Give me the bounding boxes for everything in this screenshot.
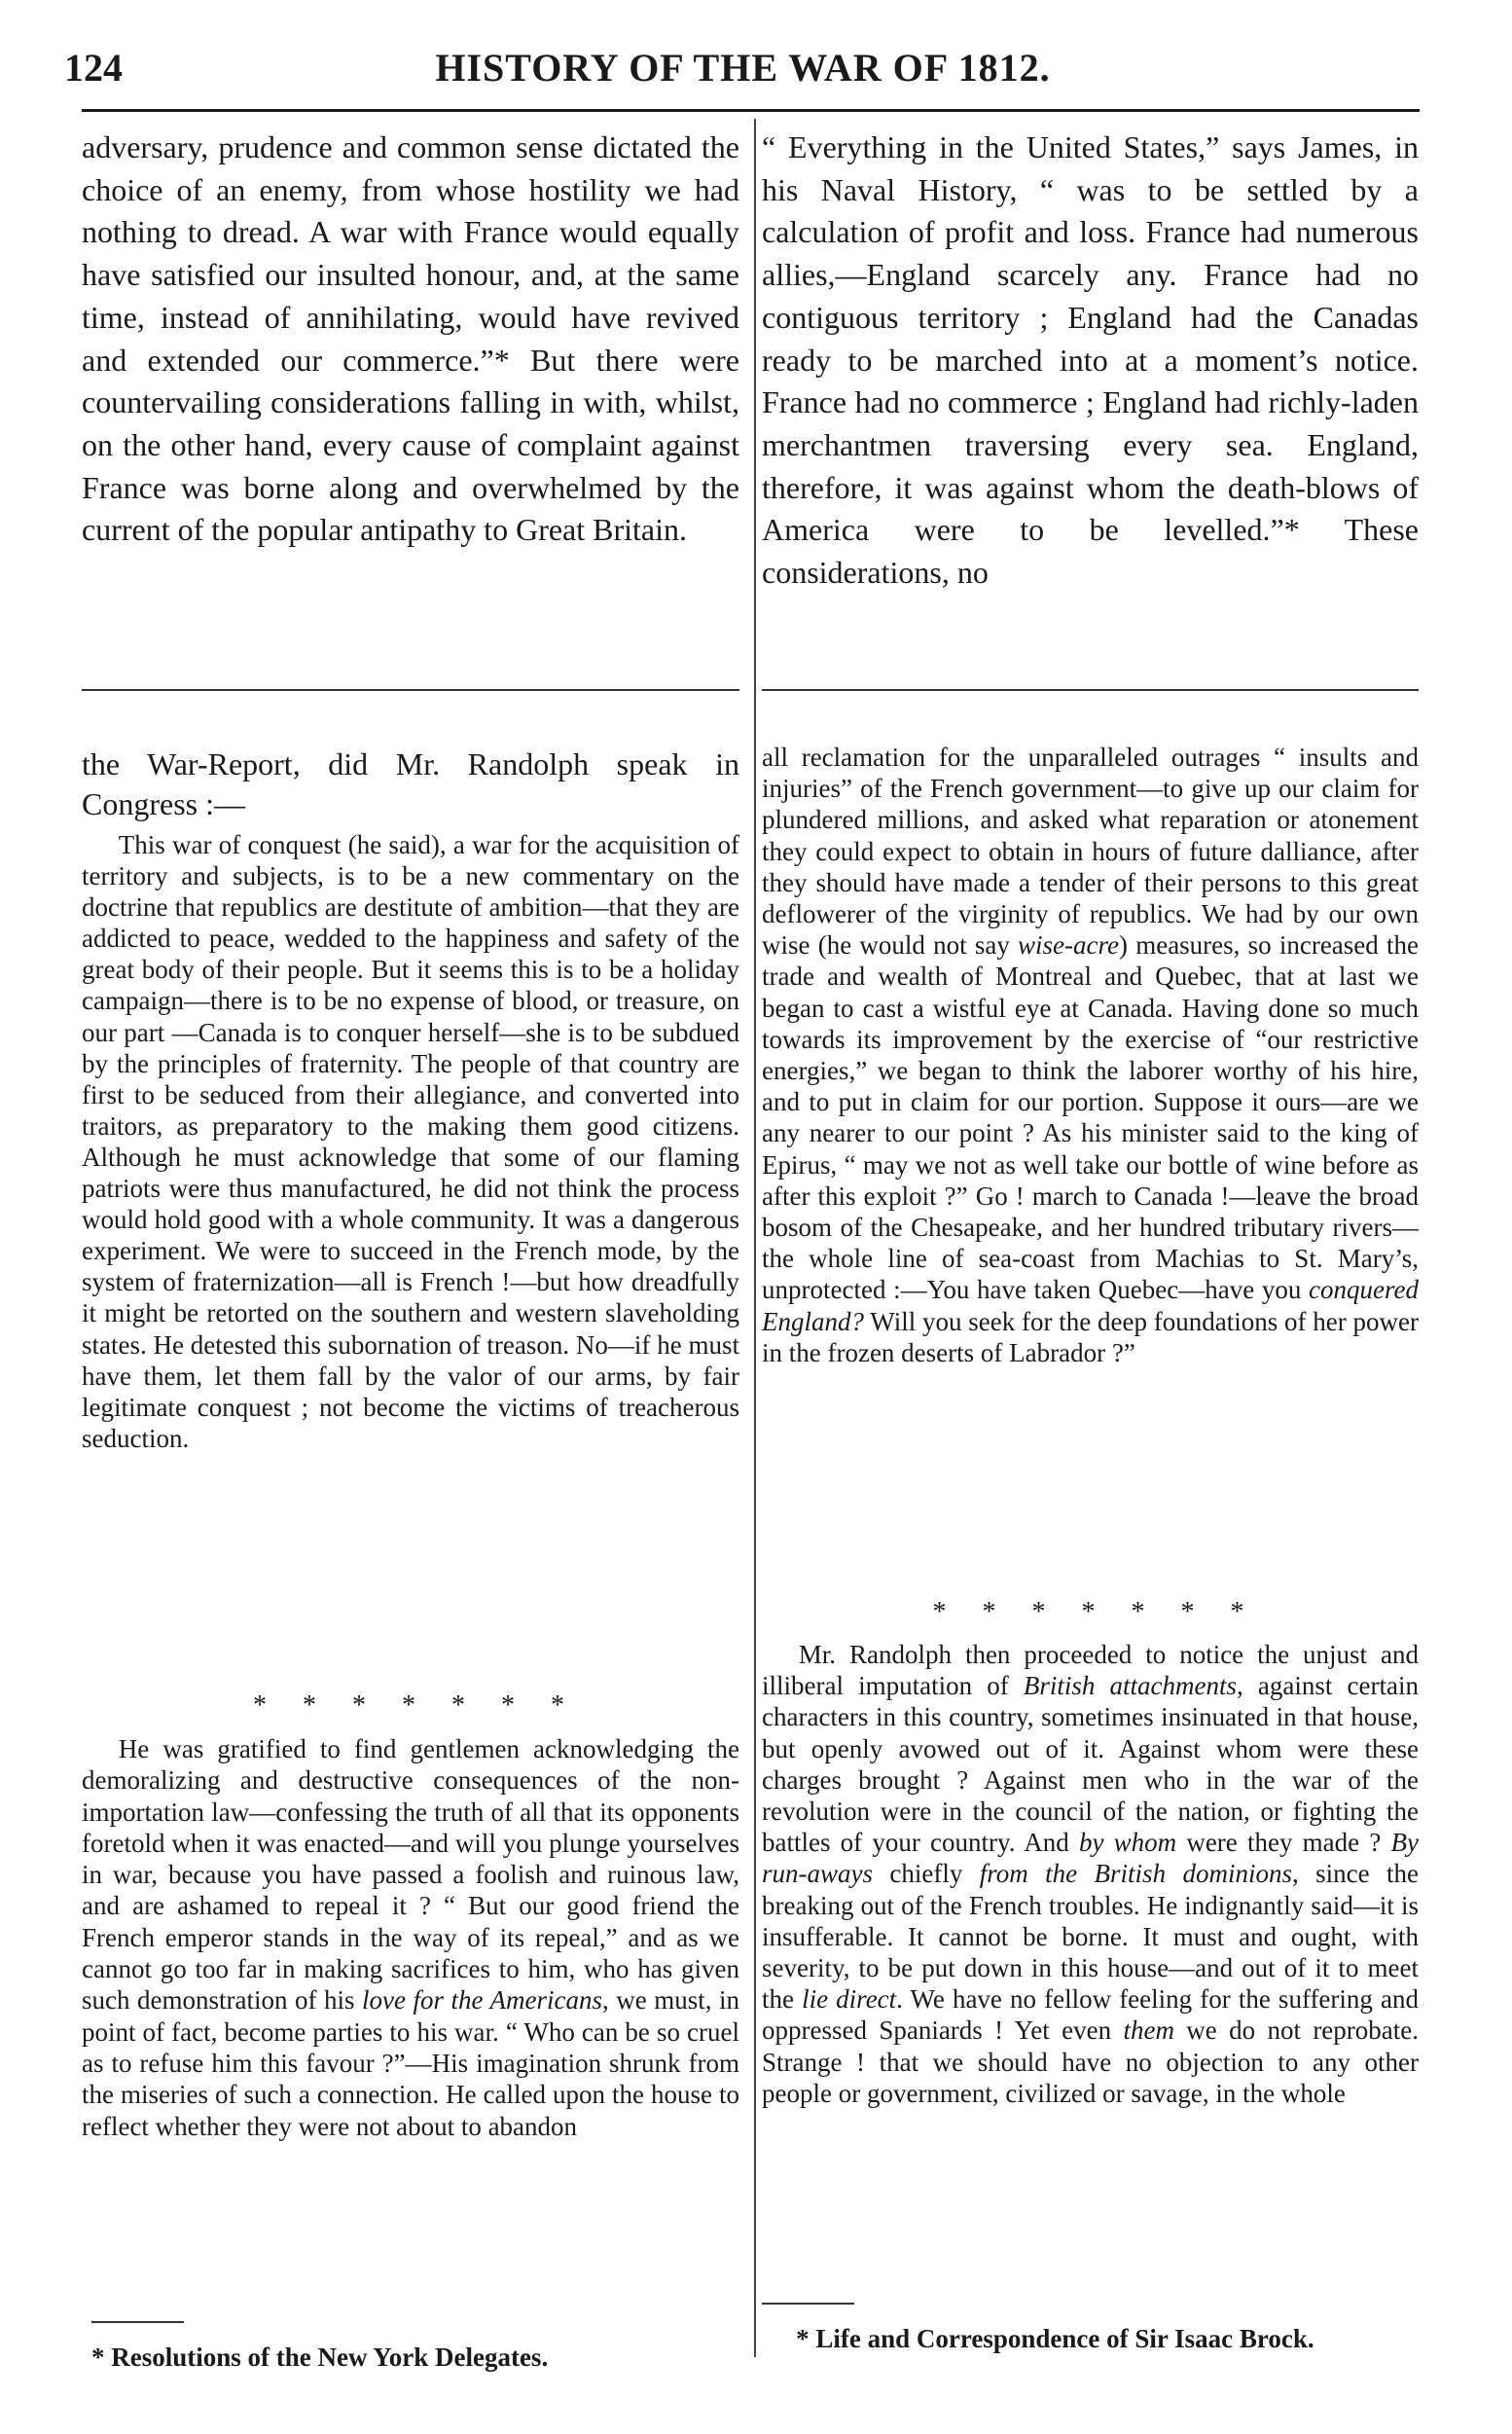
running-title: HISTORY OF THE WAR OF 1812. — [435, 46, 1051, 90]
text-run: , we must, in point of fact, become parties to his war. “ Who can be so cruel as to refuse him this favour ?”—His imagination shrunk from the miseries of such a connection. He called upon the house to reflect whether they were not about to abandon — [82, 1985, 740, 2141]
italic-text: them — [1123, 2016, 1174, 2046]
footnote-rule-left — [91, 2321, 184, 2323]
top-left-column — [82, 127, 739, 552]
paragraph-text — [82, 1733, 739, 2142]
paragraph-text — [762, 1639, 1419, 2109]
column-divider — [754, 119, 756, 2357]
bottom-left-paragraph-2 — [82, 1733, 739, 2142]
top-right-column — [762, 127, 1419, 595]
text-run: we do not reprobate. Strange ! that we should have no objection to any other people or government, civilized or savage, in the whole — [762, 2016, 1420, 2108]
text-run: were they made ? — [1176, 1828, 1391, 1858]
italic-text: by whom — [1078, 1828, 1177, 1858]
randolph-quote-paragraph — [82, 829, 739, 1454]
text-run: , against certain characters in this country, sometimes insinuated in that house, but openly avowed out of it. Against whom were these charges brought ? Against men who in the war of the revolution were in the council of the nation, or fighting the battles of your country. And — [762, 1671, 1419, 1858]
bottom-left-intro — [82, 745, 739, 824]
text-run: chiefly — [873, 1859, 980, 1889]
italic-text: lie direct — [802, 1984, 897, 2015]
bottom-right-paragraph-2 — [762, 1639, 1419, 2109]
running-header — [64, 45, 1422, 88]
header-rule — [82, 109, 1420, 112]
asterism-left: * * * * * * * — [253, 1690, 568, 1721]
section-separator-left — [82, 689, 739, 691]
footnote-right: * Life and Correspondence of Sir Isaac Brock. — [796, 2324, 1314, 2353]
text-run: ) measures, so increased the trade and wealth of Montreal and Quebec, that at last we began to cast a wistful eye at Canada. Having done so much towards its improvement by the exercise of “our restrictive energies,” we began to think the laborer worthy of his hire, and to put in claim for our portion. Suppose it ours—are we any nearer to our point ? As his minister said to the king of Epirus, “ may we not as well take our bottle of wine before as after this exploit ?” Go ! march to Canada !—leave the broad bosom of the Chesapeake, and her hundred tributary rivers—the whole line of sea-coast from Machias to St. Mary’s, unprotected :—You have taken Quebec—have you — [762, 930, 1419, 1305]
section-separator-right — [762, 689, 1419, 691]
text-run: Will you seek for the deep foundations of her power in the frozen deserts of Labrador ?” — [762, 1306, 1419, 1367]
italic-text: love for the Americans — [362, 1985, 602, 2016]
intro-text: the War-Report, did Mr. Randolph speak in Congress :— — [82, 746, 739, 821]
page-number: 124 — [64, 46, 123, 90]
italic-text: conquered England? — [762, 1275, 1419, 1336]
italic-text: wise-acre — [1018, 930, 1119, 961]
footnote-left: * Resolutions of the New York Delegates. — [91, 2343, 549, 2372]
italic-text: British attachments — [1023, 1671, 1238, 1701]
text-run: , since the breaking out of the French troubles. He indignantly said—it is insufferable. It cannot be borne. It must and ought, with severity, to be put down in this house—and out of it to meet the — [762, 1859, 1419, 2015]
asterism-right: * * * * * * * — [932, 1597, 1248, 1627]
quote-text: This war of conquest (he said), a war for the acquisition of territory and subjects, is to be a new commentary on the doctrine that republics are destitute of ambition—that they are addicted to peace, wedded to the happiness and safety of the great body of their people. But it seems this is to be a holiday campaign—there is to be no expense of blood, or treasure, on our part —Canada is to conquer herself—she is to be subdued by the principles of fraternity. The people of that country are first to be seduced from their allegiance, and converted into traitors, as preparatory to the making them good citizens. Although he must acknowledge that some of our flaming patriots were thus manufactured, he did not think the process would hold good with a whole community. It was a dangerous experiment. We were to succeed in the French mode, by the system of fraternization—all is French !—but how dreadfully it might be retorted on the southern and western slaveholding states. He detested this subornation of treason. No—if he must have them, let them fall by the valor of our arms, by fair legitimate conquest ; not become the victims of treacherous seduction. — [82, 830, 739, 1453]
text-run: Mr. Randolph then proceeded to notice the unjust and illiberal imputation of — [762, 1640, 1419, 1701]
italic-text: By run-aways — [762, 1828, 1419, 1889]
bottom-right-paragraph-1 — [762, 742, 1419, 1368]
footnote-rule-right — [762, 2303, 854, 2305]
text-run: . We have no fellow feeling for the suffering and oppressed Spaniards ! Yet even — [762, 1984, 1419, 2046]
text-run: He was gratified to find gentlemen acknowledging the demoralizing and destructive consequences of the non-importation law—confessing the truth of all that its opponents foretold when it was enacted—and will you plunge yourselves in war, because you have passed a foolish and ruinous law, and are ashamed to repeal it ? “ But our good friend the French emperor stands in the way of its repeal,” and as we cannot go too far in making sacrifices to him, who has given such demonstration of his — [82, 1734, 739, 2016]
top-left-paragraph: adversary, prudence and common sense dictated the choice of an enemy, from whose hostility we had nothing to dread. A war with France would equally have satisfied our insulted honour, and, at the same time, instead of annihilating, would have revived and extended our commerce.”* But there were countervailing considerations falling in with, whilst, on the other hand, every cause of complaint against France was borne along and overwhelmed by the current of the popular antipathy to Great Britain. — [82, 129, 739, 548]
text-run: all reclamation for the unparalleled outrages “ insults and injuries” of the French government—to give up our claim for plundered millions, and asked what reparation or atonement they could expect to obtain in hours of future dalliance, after they should have made a tender of their persons to this great deflowerer of the virginity of republics. We had by our own wise (he would not say — [762, 743, 1419, 961]
top-right-paragraph: “ Everything in the United States,” says James, in his Naval History, “ was to be settled by a calculation of profit and loss. France had numerous allies,—England scarcely any. France had no contiguous territory ; England had the Canadas ready to be marched into at a moment’s notice. France had no commerce ; England had richly-laden merchantmen traversing every sea. England, therefore, it was against whom the death-blows of America were to be levelled.”* These considerations, no — [762, 129, 1419, 591]
italic-text: from the British dominions — [979, 1859, 1292, 1889]
paragraph-text — [762, 742, 1419, 1368]
